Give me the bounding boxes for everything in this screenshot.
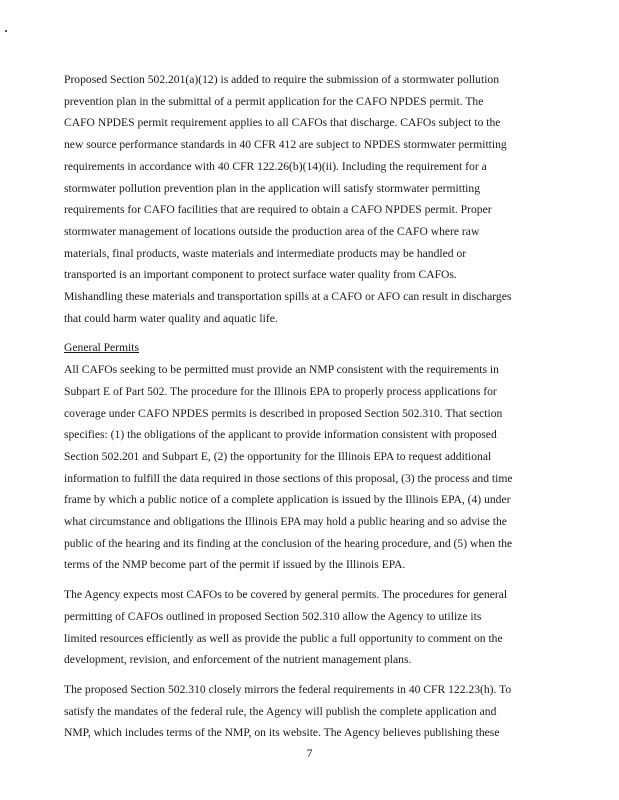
text-line: coverage under CAFO NPDES permits is described in proposed Section 502.310. That section (64, 406, 503, 420)
text-line: satisfy the mandates of the federal rule, the Agency will publish the complete application and (64, 704, 497, 718)
text-line: Mishandling these materials and transportation spills at a CAFO or AFO can result in discharges (64, 290, 512, 304)
text-line: public of the hearing and its finding at the conclusion of the hearing procedure, and (5) when the (64, 536, 513, 550)
text-line: The Agency expects most CAFOs to be covered by general permits. The procedures for general (64, 588, 508, 602)
text-line: stormwater pollution prevention plan in the application will satisfy stormwater permitting (64, 181, 480, 195)
section-heading-general-permits: General Permits (64, 341, 140, 355)
text-line: Proposed Section 502.201(a)(12) is added to require the submission of a stormwater pollution (64, 73, 500, 86)
text-line: Subpart E of Part 502. The procedure for the Illinois EPA to properly process applications for (64, 384, 497, 398)
text-line: CAFO NPDES permit requirement applies to all CAFOs that discharge. CAFOs subject to the (64, 116, 501, 130)
scan-speck (5, 30, 7, 32)
text-line: information to fulfill the data required in those sections of this proposal, (3) the process and time (64, 471, 513, 485)
text-line: new source performance standards in 40 CFR 412 are subject to NPDES stormwater permitting (64, 138, 507, 152)
text-line: Section 502.201 and Subpart E, (2) the opportunity for the Illinois EPA to request additional (64, 449, 492, 463)
paragraph-stormwater (64, 69, 534, 329)
text-line: transported is an important component to protect surface water quality from CAFOs. (64, 268, 457, 282)
paragraph-general-permits (64, 584, 534, 671)
text-line: limited resources efficiently as well as provide the public a full opportunity to comment on the (64, 631, 503, 645)
text-line: what circumstance and obligations the Illinois EPA may hold a public hearing and so advise the (64, 515, 507, 529)
text-line: frame by which a public notice of a complete application is issued by the Illinois EPA, (4) under (64, 493, 511, 507)
paragraph-nmp-procedure (64, 359, 534, 576)
paragraph-federal-requirements (64, 679, 534, 744)
text-line: that could harm water quality and aquatic life. (64, 311, 278, 325)
text-line: The proposed Section 502.310 closely mirrors the federal requirements in 40 CFR 122.23(h). To (64, 682, 512, 696)
text-line: terms of the NMP become part of the permit if issued by the Illinois EPA. (64, 558, 406, 572)
text-line: requirements for CAFO facilities that are required to obtain a CAFO NPDES permit. Proper (64, 203, 492, 217)
text-line: permitting of CAFOs outlined in proposed Section 502.310 allow the Agency to utilize its (64, 609, 482, 623)
text-line: specifies: (1) the obligations of the applicant to provide information consistent with proposed (64, 428, 497, 442)
page-content (64, 69, 534, 744)
text-line: materials, final products, waste materials and intermediate products may be handled or (64, 246, 467, 260)
text-line: development, revision, and enforcement of the nutrient management plans. (64, 653, 412, 667)
page-number: 7 (306, 747, 313, 760)
text-line: stormwater management of locations outside the production area of the CAFO where raw (64, 224, 480, 238)
text-line: prevention plan in the submittal of a permit application for the CAFO NPDES permit. The (64, 94, 484, 108)
text-line: All CAFOs seeking to be permitted must provide an NMP consistent with the requirements in (64, 363, 499, 377)
text-line: requirements in accordance with 40 CFR 122.26(b)(14)(ii). Including the requirement for a (64, 159, 487, 173)
text-line: NMP, which includes terms of the NMP, on its website. The Agency believes publishing these (64, 726, 500, 740)
